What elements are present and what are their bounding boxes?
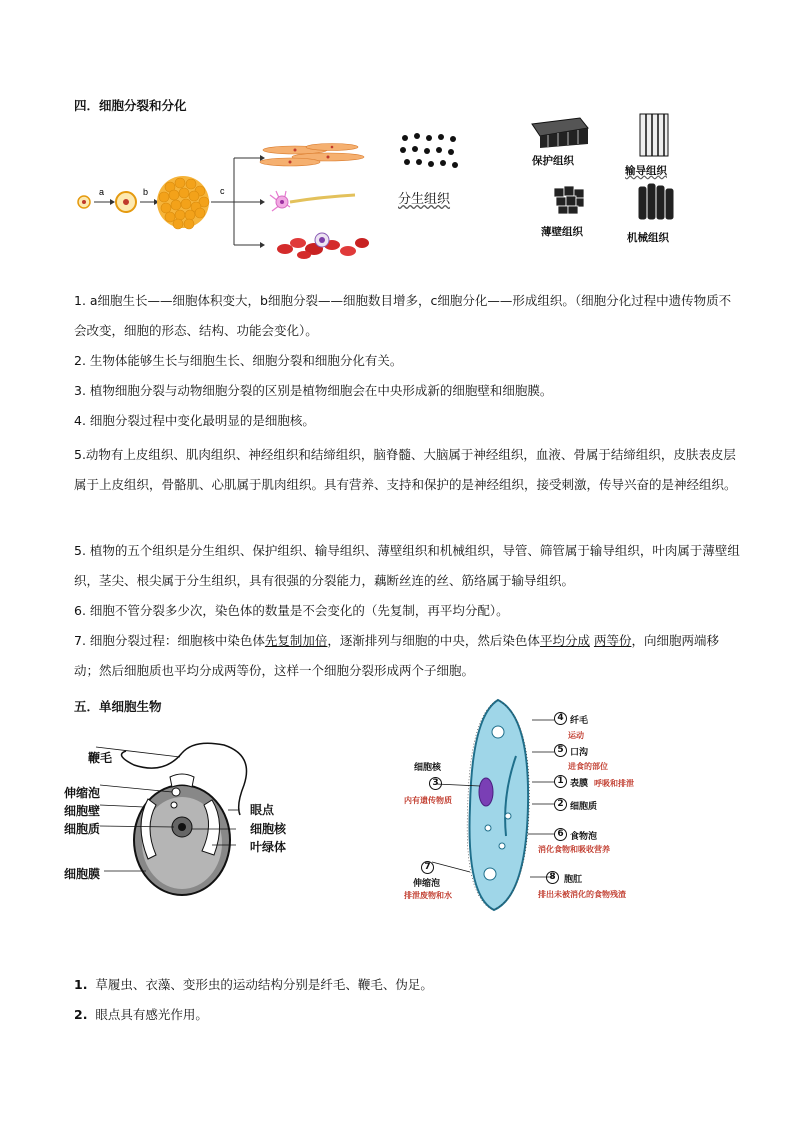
arrow-a-label: a — [99, 187, 105, 197]
pm-n5: 5 — [554, 744, 567, 757]
muscle-cells — [260, 144, 364, 167]
paramecium-leader-lines — [420, 712, 560, 902]
s5-item-1-num: 1. — [74, 977, 88, 992]
arrow-c-label: c — [220, 186, 225, 196]
mechanical-tissue-image — [636, 180, 676, 222]
s4-item-4: 4. 细胞分裂过程中变化最明显的是细胞核。 — [74, 413, 315, 428]
s5-item-1 — [74, 970, 740, 1000]
pm-nucleus-note: 内有遗传物质 — [404, 796, 452, 805]
pm-n1: 1 — [554, 775, 567, 788]
s4-item-7 — [74, 626, 740, 686]
pm-nucleus-label: 细胞核 — [414, 763, 442, 773]
protective-tissue-image — [528, 114, 592, 150]
s4-item-7-c: ，逐渐排列与细胞的中央，然后染色体 — [327, 633, 540, 648]
s5-item-2-text: 眼点具有感光作用。 — [95, 1007, 208, 1022]
s4-item-7-e: 两等份 — [593, 633, 632, 648]
grown-cell — [116, 192, 136, 212]
pm-n3: 3 — [429, 777, 442, 790]
s4-item-2: 2. 生物体能够生长与细胞生长、细胞分裂和细胞分化有关。 — [74, 353, 403, 368]
s5-item-2-num: 2. — [74, 1007, 88, 1022]
pm-pellicle-note: 呼吸和排泄 — [594, 779, 634, 788]
parenchyma-label: 薄壁组织 — [541, 226, 583, 238]
arrow-b-label: b — [143, 187, 149, 197]
parenchyma-tissue-image — [552, 184, 586, 216]
cell-cluster — [157, 176, 209, 229]
euglena-wall-label: 细胞壁 — [64, 804, 101, 818]
s4-item-1: 1. a细胞生长——细胞体积变大，b细胞分裂——细胞数目增多，c细胞分化——形成组织。（细胞分化过程中遗传物质不会改变，细胞的形态、结构、功能会变化）。 — [74, 293, 732, 338]
pm-n7: 7 — [421, 861, 434, 874]
pm-pellicle-label: 表膜 — [570, 779, 589, 789]
pm-food-label: 食物泡 — [570, 832, 598, 842]
cell-division-diagram — [70, 125, 400, 275]
pm-cilia-label: 纤毛 — [570, 716, 589, 726]
pm-cytoplasm-label: 细胞质 — [570, 802, 598, 812]
s4-item-5-animal: 5.动物有上皮组织、肌肉组织、神经组织和结缔组织，脑脊髓、大脑属于神经组织，血液、骨属于结缔组织，皮肤表皮层属于上皮组织，骨骼肌、心肌属于肌肉组织。具有营养、支持和保护的是神经组织，接受刺激，传导兴奋的是神经组织。 — [74, 447, 737, 492]
s4-item-7-a: 7. 细胞分裂过程：细胞核中染色体 — [74, 633, 265, 648]
blood-cells — [277, 233, 369, 259]
pm-oral-label: 口沟 — [570, 748, 589, 758]
s4-item-7-b: 先复制加倍 — [264, 633, 328, 648]
s4-item-6: 6. 细胞不管分裂多少次，染色体的数量是不会变化的（先复制，再平均分配）。 — [74, 603, 509, 618]
s4-item-7-d: 平均分成 — [539, 633, 590, 648]
pm-cilia-note: 运动 — [568, 731, 584, 740]
s4-item-7-f: ，向细胞两端移动；然后细胞质也平均分成两等份，这样一个细胞分裂形成两个子细胞。 — [74, 633, 719, 678]
meristem-tissue-image — [395, 128, 465, 178]
s4-item-5-plant: 5. 植物的五个组织是分生组织、保护组织、输导组织、薄壁组织和机械组织，导管、筛管属于输导组织，叶肉属于薄壁组织，茎尖、根尖属于分生组织，具有很强的分裂能力，藕断丝连的丝、筋络属于输导组织。 — [74, 543, 740, 588]
euglena-membrane-label: 细胞膜 — [64, 867, 101, 881]
euglena-nucleus-label: 细胞核 — [250, 822, 287, 836]
mechanical-label: 机械组织 — [627, 232, 669, 244]
pm-contractile-label: 伸缩泡 — [413, 879, 441, 889]
meristem-label: 分生组织 — [398, 192, 451, 207]
pm-oral-note: 进食的部位 — [568, 762, 608, 771]
pm-contractile-note: 排泄废物和水 — [404, 891, 452, 900]
pm-food-note: 消化食物和吸收营养 — [538, 845, 610, 854]
euglena-contractile-label: 伸缩泡 — [64, 786, 101, 800]
s4-item-3: 3. 植物细胞分裂与动物细胞分裂的区别是植物细胞会在中央形成新的细胞壁和细胞膜。 — [74, 383, 553, 398]
s5-item-1-text: 草履虫、衣藻、变形虫的运动结构分别是纤毛、鞭毛、伪足。 — [95, 977, 433, 992]
pm-n6: 6 — [554, 828, 567, 841]
section-5-title: 五．单细胞生物 — [74, 699, 162, 714]
protective-label: 保护组织 — [532, 155, 574, 167]
conducting-tissue-image — [636, 112, 672, 158]
pm-anal-note: 排出未被消化的食物残渣 — [538, 890, 626, 899]
euglena-eyespot-label: 眼点 — [250, 803, 275, 817]
euglena-cytoplasm-label: 细胞质 — [64, 822, 101, 836]
euglena-flagellum-label: 鞭毛 — [88, 751, 113, 765]
pm-anal-label: 胞肛 — [564, 875, 583, 885]
pm-n8: 8 — [546, 871, 559, 884]
single-cell — [78, 196, 90, 208]
pm-n2: 2 — [554, 798, 567, 811]
pm-n4: 4 — [554, 712, 567, 725]
section-4-title: 四．细胞分裂和分化 — [74, 98, 187, 113]
conducting-label: 输导组织 — [625, 165, 667, 177]
euglena-chloroplast-label: 叶绿体 — [250, 840, 287, 854]
s5-item-2 — [74, 1000, 740, 1030]
